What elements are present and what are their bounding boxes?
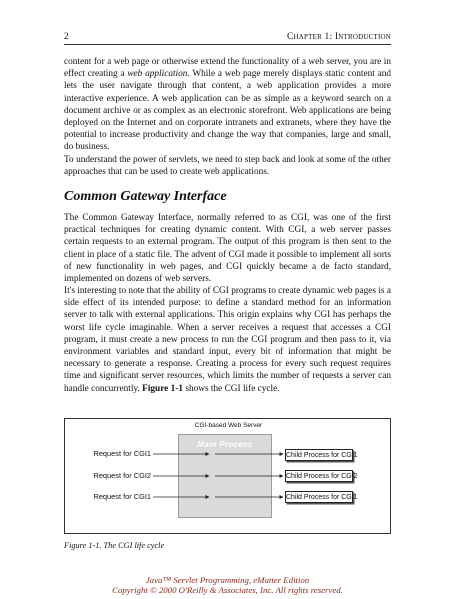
request-label: Request for CGI1 xyxy=(93,449,151,458)
page-footer xyxy=(64,575,391,595)
request-label: Request for CGI1 xyxy=(93,492,151,501)
running-header xyxy=(64,31,391,44)
main-process-label: Main Process xyxy=(197,440,253,449)
child-process-box: Child Process for CGI2 xyxy=(285,470,353,482)
paragraph-cgi-intro: The Common Gateway Interface, normally referred to as CGI, was one of the first practical techniques for creating dynamic content. With CGI, a web server passes certain requests to an external program. The output of this program is then sent to the client in place of a static file. The advent of CGI made it possible to implement all sorts of new functionality in web pages, and CGI quickly became a de facto standard, implemented on dozens of web servers. xyxy=(64,213,391,285)
paragraph-text: content for a web page or otherwise extend the functionality of a web server, you are in effect creating a xyxy=(64,57,391,80)
paragraph-text: . While a web page merely displays static content and lets the user navigate through that content, a web application provides a more interactive experience. A web application can be as simple as a keyword search on a document archive or as complex as an electronic storefront. Web applications are being deployed on the Internet and on corporate intranets and extranets, where they have the potential to increase productivity and change the way that companies, large and small, do business. xyxy=(64,69,392,153)
paragraph-cgi-lifecycle xyxy=(64,285,391,395)
paragraph-text: It's interesting to note that the ability of CGI programs to create dynamic web pages is a side effect of its intended purpose: to define a standard method for an information server to talk with external applications. This origin explains why CGI has perhaps the worst life cycle imaginable. When a server receives a request that accesses a CGI program, it must create a new process to run the CGI program and then pass to it, via environment variables and standard input, every bit of information that might be necessary to generate a response. Creating a process for every such request requires time and significant server resources, which limits the number of requests a server can handle concurrently. xyxy=(64,286,391,394)
figure-caption: Figure 1-1. The CGI life cycle xyxy=(64,541,165,550)
web-server-box xyxy=(178,434,272,518)
footer-copyright: Copyright © 2000 O'Reilly & Associates, Inc. All rights reserved. xyxy=(112,585,343,595)
chapter-title: Chapter 1: Introduction xyxy=(286,32,391,42)
footer-book-title: Java™ Servlet Programming, eMatter Edition xyxy=(145,575,310,585)
figure-reference-link[interactable]: Figure 1-1 xyxy=(142,383,184,394)
header-rule xyxy=(64,44,391,45)
child-process-box: Child Process for CGI1 xyxy=(285,491,353,503)
request-label: Request for CGI2 xyxy=(93,471,151,480)
page-number: 2 xyxy=(64,32,69,42)
paragraph-servlets-power: To understand the power of servlets, we need to step back and look at some of the other approaches that can be used to create web applications. xyxy=(64,155,391,178)
server-label: CGI-based Web Server xyxy=(194,422,263,429)
paragraph-web-applications xyxy=(64,56,391,154)
paragraph-text: shows the CGI life cycle. xyxy=(183,383,280,394)
child-process-box: Child Process for CGI1 xyxy=(285,449,353,461)
section-heading: Common Gateway Interface xyxy=(64,189,227,204)
emphasis-web-application: web application xyxy=(127,69,188,80)
